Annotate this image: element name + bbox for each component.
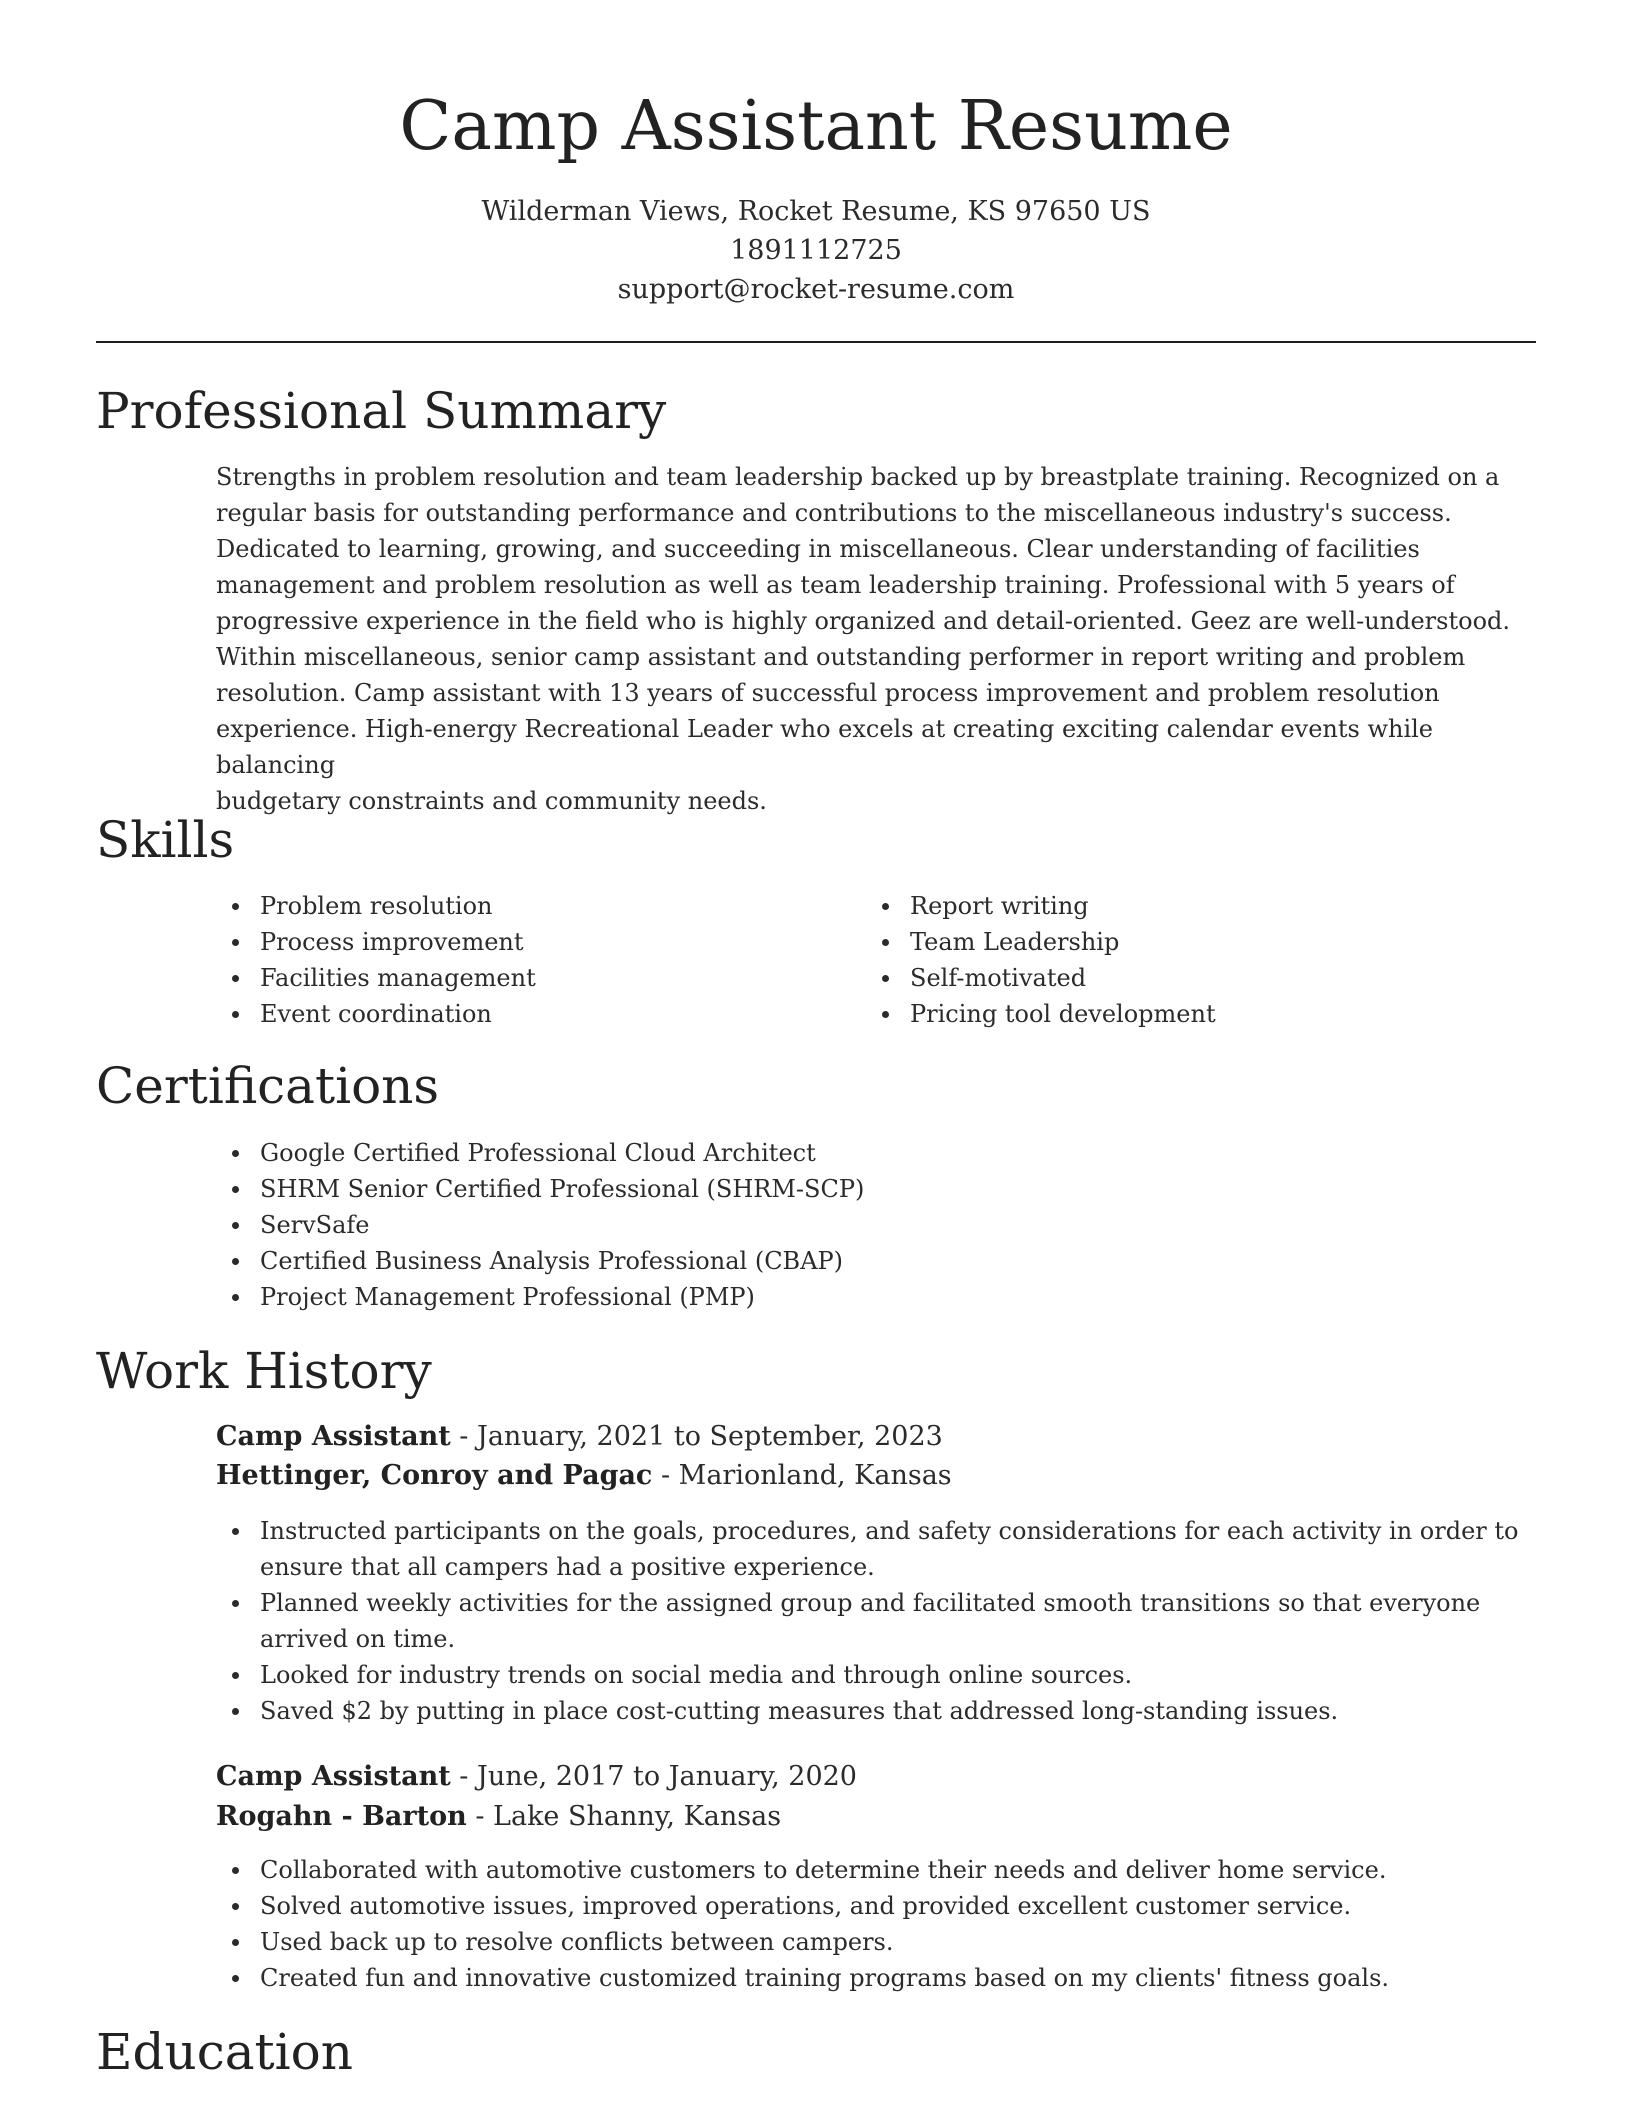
summary-line: resolution. Camp assistant with 13 years of successful process improvement and problem resolution [216,679,1440,707]
skill-item: Event coordination [216,996,836,1032]
resume-title: Camp Assistant Resume [399,87,1233,166]
summary-line: regular basis for outstanding performance and contributions to the miscellaneous industry's success. [216,499,1452,527]
certification-item: ServSafe [216,1207,1516,1243]
summary-line: progressive experience in the field who is highly organized and detail-oriented. Geez are well-understood. [216,607,1511,635]
contact-address: Wilderman Views, Rocket Resume, KS 97650 US [481,196,1151,227]
job-dates: - January, 2021 to September, 2023 [450,1421,943,1452]
job-company-line [216,1457,952,1495]
job-dates: - June, 2017 to January, 2020 [450,1761,857,1792]
job-bullet-line: Planned weekly activities for the assigned group and facilitated smooth transitions so that everyone [260,1589,1481,1617]
skill-item: Pricing tool development [866,996,1486,1032]
contact-email: support@rocket-resume.com [617,274,1015,305]
job-title: Camp Assistant [216,1421,451,1452]
certification-item: Certified Business Analysis Professional (CBAP) [216,1243,1516,1279]
job-bullet-line: Instructed participants on the goals, procedures, and safety considerations for each activity in order to [260,1517,1519,1545]
section-title-work-history: Work History [96,1342,432,1400]
job-bullet: Looked for industry trends on social media and through online sources. [216,1657,1536,1693]
job-bullet-line: arrived on time. [260,1625,456,1653]
section-title-skills: Skills [96,811,235,869]
skills-list-right [866,888,1486,1032]
certification-item: Project Management Professional (PMP) [216,1279,1516,1315]
job-company: Rogahn - Barton [216,1801,467,1832]
job-location: - Lake Shanny, Kansas [466,1801,782,1832]
skill-item: Report writing [866,888,1486,924]
certification-item: Google Certified Professional Cloud Architect [216,1135,1516,1171]
summary-line: Dedicated to learning, growing, and succeeding in miscellaneous. Clear understanding of facilities [216,535,1420,563]
contact-phone: 1891112725 [730,235,902,266]
summary-line: budgetary constraints and community needs. [216,787,767,815]
skill-item: Team Leadership [866,924,1486,960]
contact-block [0,192,1632,309]
summary-line: management and problem resolution as well as team leadership training. Professional with 5 years of [216,571,1455,599]
job-company: Hettinger, Conroy and Pagac [216,1460,653,1491]
job-bullet: Used back up to resolve conflicts between campers. [216,1924,1536,1960]
skill-item: Problem resolution [216,888,836,924]
section-title-certifications: Certifications [96,1057,440,1115]
summary-paragraph [216,459,1516,819]
summary-line: Within miscellaneous, senior camp assistant and outstanding performer in report writing and problem [216,643,1466,671]
resume-header [0,0,1632,309]
job-title: Camp Assistant [216,1761,451,1792]
job-bullets [216,1852,1536,1996]
job-title-line [216,1758,857,1796]
job-bullet: Created fun and innovative customized training programs based on my clients' fitness goals. [216,1960,1536,1996]
certification-item: SHRM Senior Certified Professional (SHRM-SCP) [216,1171,1516,1207]
skills-list-left [216,888,836,1032]
skill-item: Process improvement [216,924,836,960]
skill-item: Self-motivated [866,960,1486,996]
header-divider [96,341,1536,343]
job-bullet: Collaborated with automotive customers to determine their needs and deliver home service. [216,1852,1536,1888]
skill-item: Facilities management [216,960,836,996]
job-title-line [216,1418,943,1456]
job-bullets [216,1513,1536,1729]
job-location: - Marionland, Kansas [652,1460,952,1491]
job-bullet: Saved $2 by putting in place cost-cutting measures that addressed long-standing issues. [216,1693,1536,1729]
job-company-line [216,1798,781,1836]
summary-line: Strengths in problem resolution and team leadership backed up by breastplate training. Recognized on a [216,463,1500,491]
certifications-list [216,1135,1516,1315]
section-title-summary: Professional Summary [96,382,667,440]
summary-line: experience. High-energy Recreational Leader who excels at creating exciting calendar events while balancing [216,715,1434,779]
job-bullet [216,1513,1536,1585]
job-bullet: Solved automotive issues, improved operations, and provided excellent customer service. [216,1888,1536,1924]
section-title-education: Education [96,2023,353,2081]
job-bullet-line: ensure that all campers had a positive experience. [260,1553,875,1581]
job-bullet [216,1585,1536,1657]
